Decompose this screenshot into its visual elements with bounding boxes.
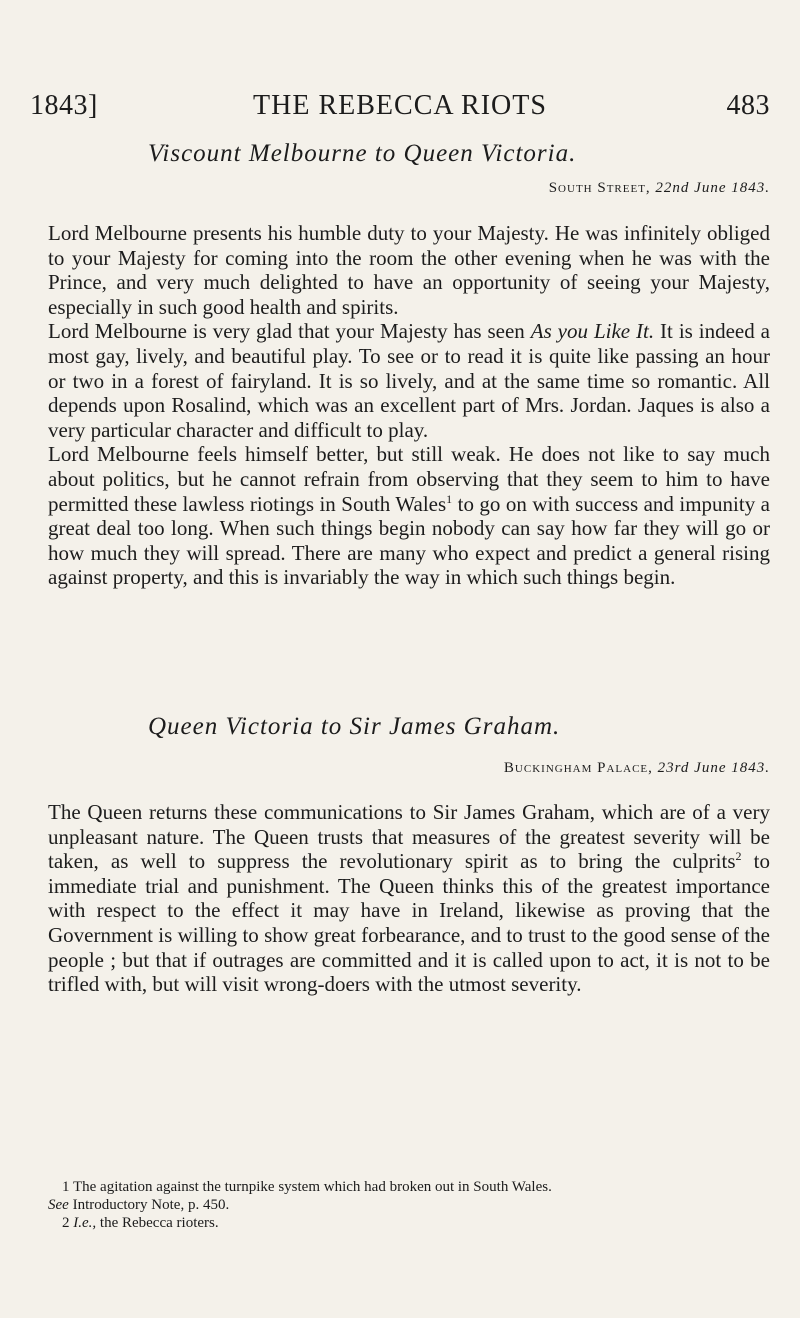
letter-body-2 bbox=[48, 800, 770, 997]
letter-title-1: Viscount Melbourne to Queen Victoria. bbox=[148, 140, 577, 167]
footnote-text: I.e., the Rebecca rioters. bbox=[73, 1215, 219, 1231]
footnote-ref: 2 bbox=[735, 849, 742, 864]
dateline-2 bbox=[504, 760, 770, 777]
page-number: 483 bbox=[726, 90, 770, 121]
running-header bbox=[30, 90, 770, 130]
dateline-place-1: South Street, bbox=[548, 180, 651, 196]
paragraph: Lord Melbourne is very glad that your Majesty has seen As you Like It. It is indeed a most gay, lively, and beautiful play. To see or to read it is quite like passing an hour or two in a forest of fairyland. It is so lively, and at the same time so romantic. All depends upon Rosalind, which was an excellent part of Mrs. Jordan. Jaques is also a very particular character and difficult to play. bbox=[48, 319, 770, 442]
footnote-mark: 1 bbox=[62, 1179, 70, 1195]
header-title: THE REBECCA RIOTS bbox=[253, 90, 547, 121]
dateline-place-2: Buckingham Palace, bbox=[503, 760, 653, 776]
paragraph: The Queen returns these communications to Sir James Graham, which are of a very unpleasant nature. The Queen trusts that measures of the greatest severity will be taken, as well to suppress the revolutionary spirit as to bring the culprits$^2$ to immediate trial and punishment. The Queen thinks this of the greatest importance with respect to the effect it may have in Ireland, likewise as proving that the Government is willing to show great forbearance, and to trust to the good sense of the people ; but that if outrages are committed and it is called upon to act, it is not to be trifled with, but will visit wrong-doers with the utmost severity. bbox=[48, 800, 770, 997]
footnote-ref: 1 bbox=[446, 491, 453, 506]
letter-title-2: Queen Victoria to Sir James Graham. bbox=[148, 713, 561, 740]
footnote-1-cont: See Introductory Note, p. 450. bbox=[48, 1197, 230, 1213]
footnote-text: The agitation against the turnpike system which had broken out in South Wales. bbox=[72, 1179, 552, 1195]
footnote-2 bbox=[48, 1214, 770, 1232]
header-year: 1843] bbox=[30, 90, 98, 121]
footnote-mark: 2 bbox=[62, 1215, 70, 1231]
paragraph: Lord Melbourne presents his humble duty to your Majesty. He was infinitely obliged to your Majesty for coming into the room the other evening when he was with the Prince, and very much delighted to have an opportunity of seeing your Majesty, especially in such good health and spirits. bbox=[48, 221, 770, 319]
letter-body-1 bbox=[48, 221, 770, 590]
dateline-date-1: 22nd June 1843. bbox=[655, 180, 770, 196]
dateline-date-2: 23rd June 1843. bbox=[657, 760, 770, 776]
footnote-1 bbox=[48, 1178, 770, 1196]
paragraph: Lord Melbourne feels himself better, but still weak. He does not like to say much about politics, but he cannot refrain from observing that they seem to him to have permitted these lawless riotings in South Wales$^1$ to go on with success and impunity a great deal too long. When such things begin nobody can say how far they will go or how much they will spread. There are many who expect and predict a general rising against property, and this is invariably the way in which such things begin. bbox=[48, 442, 770, 590]
footnotes bbox=[48, 1178, 770, 1232]
dateline-1 bbox=[549, 180, 770, 197]
